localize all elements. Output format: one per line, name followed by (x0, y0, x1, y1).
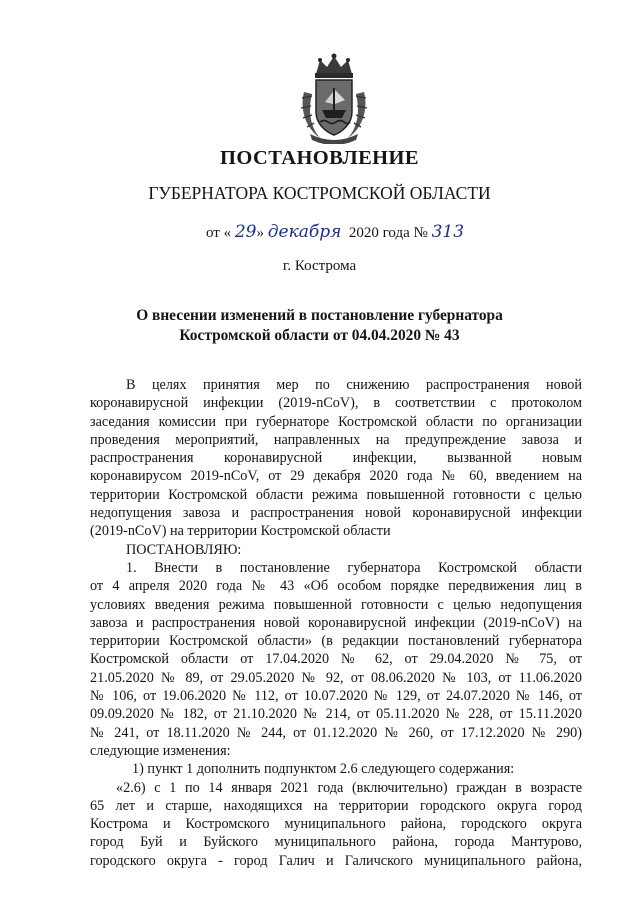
body-line: распространения коронавирусной инфекции, вызванной новым (90, 450, 582, 467)
issuing-authority: ГУБЕРНАТОРА КОСТРОМСКОЙ ОБЛАСТИ (148, 183, 491, 203)
subject-line-1: О внесении изменений в постановление губернатора (136, 307, 503, 324)
body-line: городского округа - город Галич и Галичского муниципального района, (90, 852, 582, 869)
document-subject (0, 306, 639, 346)
body-line: территории Костромской области» (в редакции постановлений губернатора (90, 633, 582, 650)
document-type-title: ПОСТАНОВЛЕНИЕ (220, 147, 419, 169)
body-line: № 241, от 18.11.2020 № 244, от 01.12.2020 № 260, от 17.12.2020 № 290) (90, 724, 582, 741)
date-month: декабря (267, 222, 342, 242)
body-line: коронавирусной инфекции (2019-nCoV), в соответствии с протоколом (90, 395, 582, 412)
body-line: следующие изменения: (90, 742, 231, 759)
body-line: проведения мероприятий, направленных на предупреждение завоза и (90, 431, 582, 448)
body-line: 1. Внести в постановление губернатора Костромской области (126, 559, 582, 576)
date-day: 29 (234, 222, 257, 242)
body-line: Костромской области от 17.04.2020 № 62, от 29.04.2020 № 75, от (90, 651, 582, 668)
body-line: № 106, от 19.06.2020 № 112, от 10.07.2020 № 129, от 24.07.2020 № 146, от (90, 688, 582, 705)
subject-line-2: Костромской области от 04.04.2020 № 43 (179, 327, 460, 344)
body-line: 65 лет и старше, находящихся на территории городского округа город (90, 797, 582, 814)
body-line: территории Костромской области режима повышенной готовности с целью (90, 486, 582, 503)
date-year: 2020 года № (348, 225, 428, 241)
date-number-line (206, 222, 464, 242)
body-line: «2.6) с 1 по 14 января 2021 года (включительно) граждан в возрасте (116, 779, 582, 796)
body-line: недопущения завоза и распространения новой коронавирусной инфекции (90, 505, 582, 522)
body-line: условиях введения режима повышенной готовности с целью недопущения (90, 596, 582, 613)
kostroma-coat-of-arms-icon (296, 52, 372, 144)
body-line: коронавирусом 2019-nCoV, от 29 декабря 2020 года № 60, введением на (90, 468, 582, 485)
body-line: (2019-nCoV) на территории Костромской области (90, 523, 391, 540)
date-prefix: от « (206, 225, 232, 241)
document-body (90, 376, 582, 870)
body-line: завоза и распространения новой коронавирусной инфекции (2019-nCoV) на (90, 614, 582, 631)
date-mid: » (256, 225, 264, 241)
body-line: 21.05.2020 № 89, от 29.05.2020 № 92, от 08.06.2020 № 103, от 11.06.2020 (90, 669, 582, 686)
body-line: 09.09.2020 № 182, от 21.10.2020 № 214, от 05.11.2020 № 228, от 15.11.2020 (90, 706, 582, 723)
body-line: ПОСТАНОВЛЯЮ: (126, 541, 242, 558)
city-name: г. Кострома (282, 258, 357, 274)
body-line: от 4 апреля 2020 года № 43 «Об особом порядке передвижения лиц в (90, 578, 582, 595)
body-line: В целях принятия мер по снижению распространения новой (126, 377, 582, 393)
body-line: 1) пункт 1 дополнить подпунктом 2.6 следующего содержания: (132, 761, 515, 778)
body-line: Кострома и Костромского муниципального района, городского округа (90, 816, 582, 833)
body-line: город Буй и Буйского муниципального района, города Мантурово, (90, 834, 582, 851)
body-line: заседания комиссии при губернаторе Костромской области по организации (90, 413, 582, 430)
document-number: 313 (431, 222, 465, 242)
